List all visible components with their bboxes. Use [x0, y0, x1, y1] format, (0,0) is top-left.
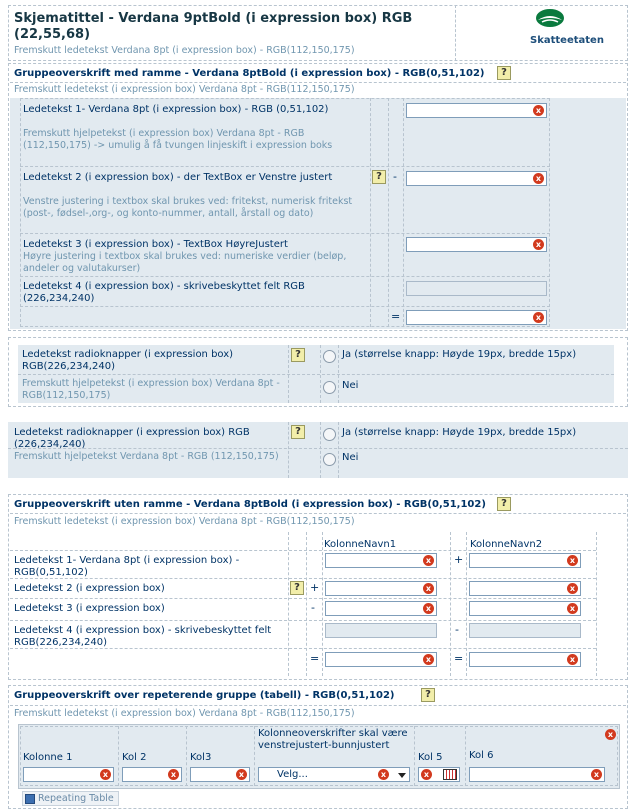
- clear-icon[interactable]: x: [533, 312, 544, 323]
- g2-sum-input2[interactable]: [469, 652, 581, 667]
- g1-sum-input[interactable]: [406, 310, 547, 325]
- clear-icon[interactable]: x: [100, 769, 111, 780]
- g1-row4-readonly-field: [406, 281, 547, 296]
- col-divider-a: [370, 98, 371, 327]
- g2-col-divider: [288, 532, 289, 676]
- group1-hint: Fremskutt ledetekst (i expression box) Verdana 8pt - RGB(112,150,175): [14, 84, 355, 95]
- g3-select[interactable]: [258, 767, 410, 782]
- g3-col-divider: [186, 726, 187, 786]
- radio1-help-icon[interactable]: ?: [291, 348, 305, 362]
- g3-date-input[interactable]: [418, 767, 460, 782]
- g3-col2-input[interactable]: [122, 767, 182, 782]
- g2-row-divider: [10, 648, 596, 649]
- g2-sum-symbol1: =: [310, 652, 320, 665]
- g2-row-divider: [10, 550, 596, 551]
- g1-row1-label: Ledetekst 1- Verdana 8pt (i expression box) - RGB (0,51,102): [23, 104, 329, 115]
- g2-row3-label: Ledetekst 3 (i expression box): [14, 603, 165, 614]
- header-divider: [455, 5, 456, 61]
- g3-col-divider: [254, 726, 255, 786]
- g3-col-divider: [118, 726, 119, 786]
- group3-hint: Fremskutt ledetekst (i expression box) Verdana 8pt - RGB(112,150,175): [14, 708, 355, 719]
- group3-divider: [10, 705, 626, 706]
- radio1-option-ja-label: Ja (størrelse knapp: Høyde 19px, bredde 15px): [342, 349, 577, 360]
- g2-row4-readonly2: [469, 623, 581, 638]
- g3-col3-input[interactable]: [190, 767, 250, 782]
- radio1-option-nei-label: Nei: [342, 380, 359, 391]
- g2-row1-label: Ledetekst 1- Verdana 8pt (i expression box) - RGB(0,51,102): [14, 555, 240, 578]
- clear-icon[interactable]: x: [533, 105, 544, 116]
- group3-title: Gruppeoverskrift over repeterende gruppe (tabell) - RGB(0,51,102): [14, 690, 395, 701]
- form-title: Skjematittel - Verdana 9ptBold (i expression box) RGB (22,55,68): [14, 11, 413, 42]
- g2-sum-symbol2: =: [454, 652, 464, 665]
- group2-help-icon[interactable]: ?: [497, 497, 511, 511]
- clear-icon[interactable]: x: [423, 555, 434, 566]
- g2-col1-header: KolonneNavn1: [324, 539, 397, 550]
- g2-row-divider: [10, 598, 596, 599]
- g2-row4-label: Ledetekst 4 (i expression box) - skrivebeskyttet felt RGB(226,234,240): [14, 625, 272, 648]
- radio2-option-ja[interactable]: [323, 428, 336, 441]
- row-divider: [20, 276, 550, 277]
- g2-row1-input1[interactable]: [325, 553, 437, 568]
- delete-row-icon[interactable]: x: [605, 729, 616, 740]
- clear-icon[interactable]: x: [567, 603, 578, 614]
- g2-row2-help-icon[interactable]: ?: [290, 581, 304, 595]
- clear-icon[interactable]: x: [591, 769, 602, 780]
- g1-row4-label: Ledetekst 4 (i expression box) - skrivebeskyttet felt RGB (226,234,240): [23, 281, 305, 304]
- radio1-label: Ledetekst radioknapper (i expression box) RGB(226,234,240): [22, 349, 234, 372]
- radio2-col-divider: [320, 422, 321, 478]
- g3-col1-input[interactable]: [23, 767, 114, 782]
- g1-row3-input[interactable]: [406, 237, 547, 252]
- g2-row2-symbol1: +: [310, 581, 320, 594]
- group1-help-icon[interactable]: ?: [497, 66, 511, 80]
- clear-icon[interactable]: x: [567, 555, 578, 566]
- g2-row-divider: [10, 578, 596, 579]
- repeating-table-icon: [25, 794, 35, 804]
- g3-col-divider: [414, 726, 415, 786]
- col-divider-c: [403, 98, 404, 327]
- clear-icon[interactable]: x: [236, 769, 247, 780]
- calendar-icon[interactable]: [443, 769, 457, 780]
- clear-icon[interactable]: x: [423, 603, 434, 614]
- g2-row3-symbol1: -: [311, 601, 315, 614]
- g2-col-divider: [450, 532, 451, 676]
- g2-row1-input2[interactable]: [469, 553, 581, 568]
- g1-row2-symbol: -: [393, 170, 397, 183]
- g2-col2-header: KolonneNavn2: [470, 539, 543, 550]
- g1-row1-hint: Fremskutt hjelpetekst (i expression box) Verdana 8pt - RGB (112,150,175) -> umulig å få tvungen linjeskift i expression boks: [23, 128, 333, 151]
- g2-col-divider: [596, 532, 597, 676]
- g1-row2-hint: Venstre justering i textbox skal brukes ved: fritekst, numerisk fritekst (post-, fødsel-,org-, og konto-nummer, antall, årstall og dato): [23, 196, 353, 219]
- g3-select-value: Velg...: [277, 769, 308, 780]
- clear-icon[interactable]: x: [567, 583, 578, 594]
- group1-title: Gruppeoverskrift med ramme - Verdana 8ptBold (i expression box) - RGB(0,51,102): [14, 68, 485, 79]
- g1-row1-input[interactable]: [406, 103, 547, 118]
- repeating-table-label: Repeating Table: [38, 793, 114, 804]
- g2-row2-input1[interactable]: [325, 581, 437, 596]
- clear-icon[interactable]: x: [533, 173, 544, 184]
- g3-col2-header: Kol 2: [122, 752, 147, 763]
- radio1-option-ja[interactable]: [323, 350, 336, 363]
- radio2-hint: Fremskutt hjelpetekst Verdana 8pt - RGB (112,150,175): [14, 451, 279, 462]
- repeating-table-tag: [22, 791, 119, 806]
- g2-col-divider: [306, 532, 307, 676]
- g2-col-divider: [322, 532, 323, 676]
- logo-text: Skatteetaten: [530, 35, 604, 46]
- group2-divider: [10, 513, 626, 514]
- clear-icon[interactable]: x: [168, 769, 179, 780]
- radio2-help-icon[interactable]: ?: [291, 425, 305, 439]
- radio1-row-divider: [18, 374, 614, 375]
- g1-row2-help-icon[interactable]: ?: [372, 170, 386, 184]
- g2-row3-input2[interactable]: [469, 601, 581, 616]
- radio1-option-nei[interactable]: [323, 381, 336, 394]
- g3-col-divider: [465, 726, 466, 786]
- g2-row3-input1[interactable]: [325, 601, 437, 616]
- g2-sum-input1[interactable]: [325, 652, 437, 667]
- group1-divider: [10, 82, 626, 83]
- radio2-col-divider: [288, 422, 289, 478]
- g3-col3-header: Kol3: [190, 752, 212, 763]
- clear-icon[interactable]: x: [567, 654, 578, 665]
- g3-col4-header: Kolonneoverskrifter skal være venstrejustert-bunnjustert: [258, 728, 408, 751]
- g3-col6-input[interactable]: [469, 767, 605, 782]
- radio2-option-nei-label: Nei: [342, 452, 359, 463]
- g2-col-divider: [466, 532, 467, 676]
- group2-title: Gruppeoverskrift uten ramme - Verdana 8ptBold (i expression box) - RGB(0,51,102): [14, 499, 486, 510]
- col-divider-b: [388, 98, 389, 327]
- clear-icon[interactable]: x: [423, 654, 434, 665]
- clear-icon[interactable]: x: [533, 239, 544, 250]
- g2-row-divider: [10, 620, 596, 621]
- g1-row2-input[interactable]: [406, 171, 547, 186]
- chevron-down-icon[interactable]: [398, 773, 406, 778]
- radio2-col-divider: [338, 422, 339, 478]
- g2-row4-symbol2: -: [455, 623, 459, 636]
- g2-row2-input2[interactable]: [469, 581, 581, 596]
- row-divider: [20, 166, 550, 167]
- radio2-option-nei[interactable]: [323, 453, 336, 466]
- clear-icon[interactable]: x: [423, 583, 434, 594]
- g2-row4-readonly1: [325, 623, 437, 638]
- g1-row3-label: Ledetekst 3 (i expression box) - TextBox HøyreJustert: [23, 239, 288, 250]
- g1-row3-hint: Høyre justering i textbox skal brukes ved: numeriske verdier (beløp, andeler og valutakurser): [23, 251, 347, 274]
- g1-row2-label: Ledetekst 2 (i expression box) - der TextBox er Venstre justert: [23, 172, 333, 183]
- row-divider: [20, 306, 550, 307]
- g3-col6-header: Kol 6: [469, 750, 494, 761]
- g3-col5-header: Kol 5: [418, 752, 443, 763]
- g2-row2-label: Ledetekst 2 (i expression box): [14, 583, 165, 594]
- group2-hint: Fremskutt ledetekst (i expression box) Verdana 8pt - RGB(112,150,175): [14, 516, 355, 527]
- group3-help-icon[interactable]: ?: [421, 688, 435, 702]
- form-subtitle: Fremskutt ledetekst Verdana 8pt (i expression box) - RGB(112,150,175): [14, 45, 355, 56]
- clear-icon[interactable]: x: [378, 769, 389, 780]
- g3-col1-header: Kolonne 1: [23, 752, 73, 763]
- g1-sum-symbol: =: [391, 310, 401, 323]
- radio2-label: Ledetekst radioknapper (i expression box) RGB (226,234,240): [14, 427, 250, 450]
- g2-row1-symbol2: +: [454, 553, 464, 566]
- radio1-hint: Fremskutt hjelpetekst (i expression box) Verdana 8pt - RGB(112,150,175): [22, 378, 280, 401]
- clear-icon[interactable]: x: [421, 769, 432, 780]
- row-divider: [20, 233, 550, 234]
- skatteetaten-logo: [520, 6, 624, 52]
- radio2-option-ja-label: Ja (størrelse knapp: Høyde 19px, bredde 15px): [342, 427, 577, 438]
